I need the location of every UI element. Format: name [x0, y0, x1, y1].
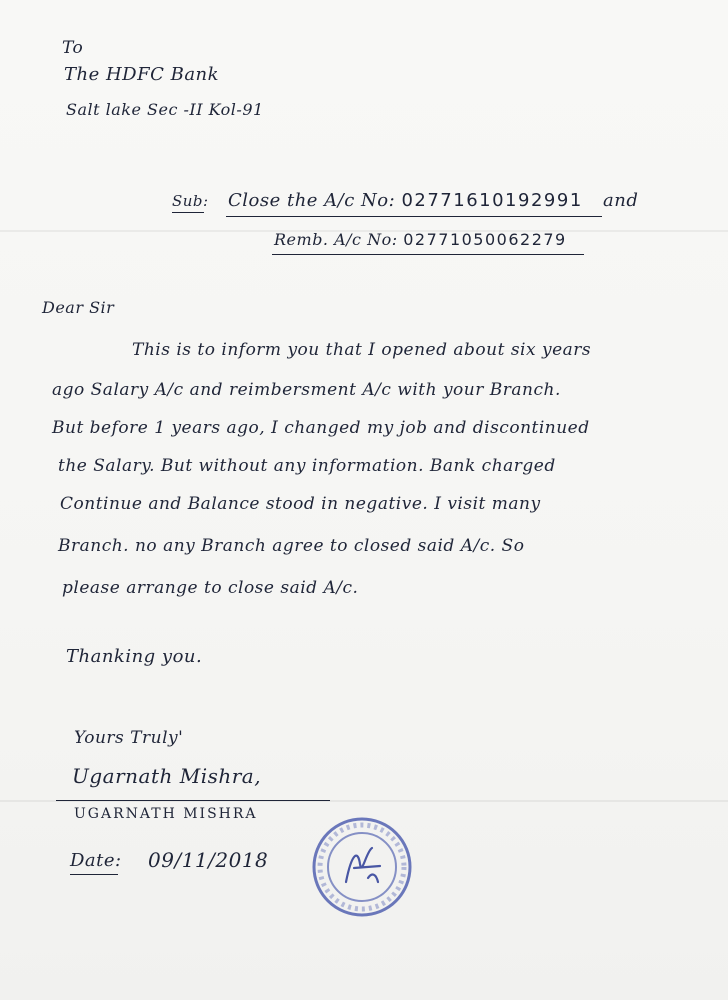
body-line-1: This is to inform you that I opened about six years [132, 340, 592, 360]
body-line-6: Branch. no any Branch agree to closed said A/c. So [58, 536, 525, 556]
recipient-bank: The HDFC Bank [64, 64, 220, 85]
remb-label: Remb. A/c No: [274, 230, 398, 249]
account-number: 02771610192991 [401, 190, 583, 211]
recipient-to: To [62, 38, 84, 58]
salutation: Dear Sir [42, 298, 115, 317]
signature-underline [56, 800, 330, 801]
date-label: Date: [70, 850, 122, 871]
body-line-4: the Salary. But without any information. Bank charged [58, 456, 556, 476]
subject-line2 [274, 230, 567, 249]
yours-truly: Yours Truly' [74, 728, 184, 748]
bank-stamp-seal [306, 812, 418, 922]
body-line-2: ago Salary A/c and reimbersment A/c with your Branch. [52, 380, 561, 400]
handwritten-signature: Ugarnath Mishra, [72, 764, 262, 788]
date-value: 09/11/2018 [148, 848, 269, 872]
subject-line1-underline [226, 216, 602, 217]
remb-account-number: 02771050062279 [403, 230, 567, 249]
body-line-7: please arrange to close said A/c. [62, 578, 359, 598]
printed-name: UGARNATH MISHRA [74, 806, 258, 822]
closing: Thanking you. [66, 646, 203, 667]
subject-label-underline [172, 212, 204, 213]
subject-and: and [603, 190, 639, 211]
subject-close-text: Close the A/c No: [228, 190, 396, 211]
date-label-underline [70, 874, 118, 875]
subject-line1 [228, 190, 638, 211]
body-line-5: Continue and Balance stood in negative. I visit many [60, 494, 541, 514]
subject-label: Sub: [172, 192, 209, 210]
subject-line2-underline [272, 254, 584, 255]
body-line-3: But before 1 years ago, I changed my job and discontinued [52, 418, 590, 438]
recipient-branch: Salt lake Sec -II Kol-91 [66, 100, 264, 119]
